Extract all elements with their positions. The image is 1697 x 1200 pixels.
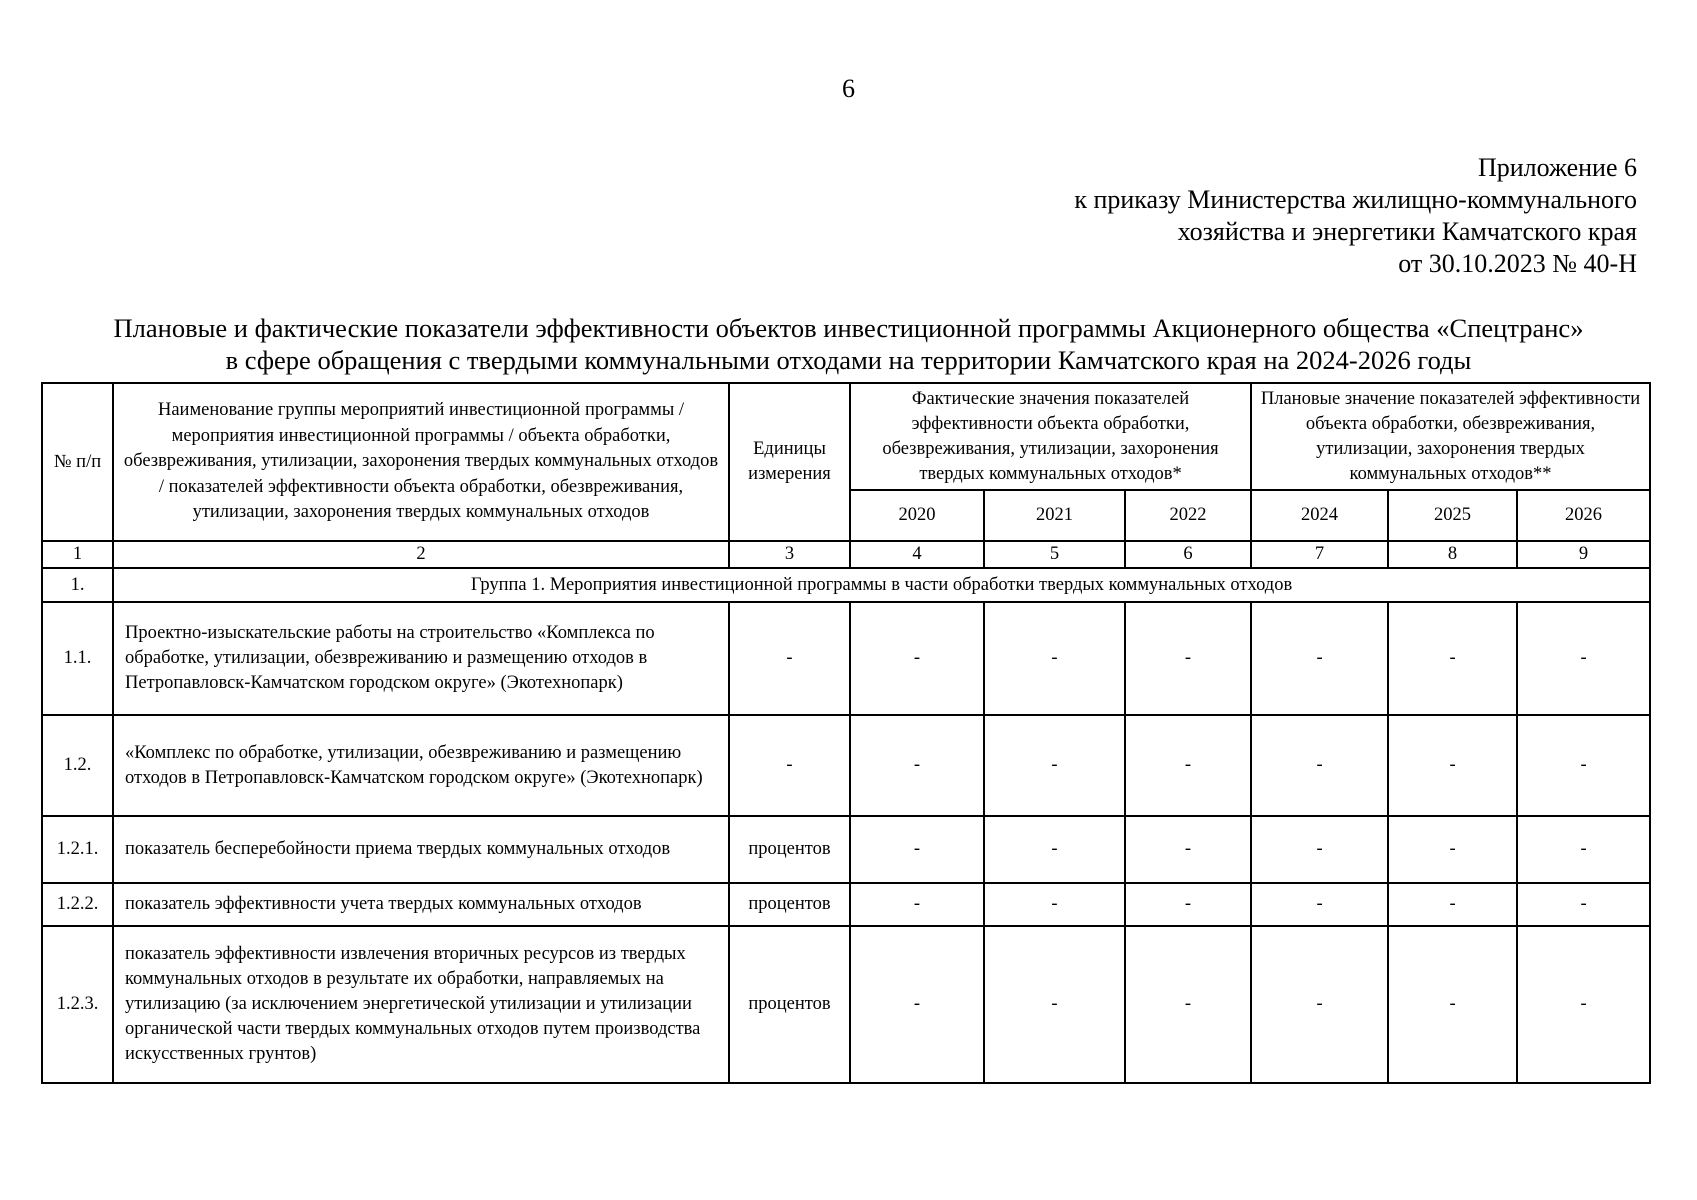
row-value: - bbox=[850, 816, 984, 883]
column-number: 1 bbox=[42, 541, 113, 568]
row-value: - bbox=[1517, 926, 1650, 1083]
group-num: 1. bbox=[42, 568, 113, 602]
row-value: - bbox=[1388, 602, 1517, 715]
row-value: - bbox=[850, 926, 984, 1083]
row-value: - bbox=[1388, 883, 1517, 926]
row-value: - bbox=[850, 602, 984, 715]
row-value: - bbox=[984, 926, 1125, 1083]
row-value: - bbox=[850, 715, 984, 816]
indicators-table bbox=[41, 382, 1651, 1084]
group-title: Группа 1. Мероприятия инвестиционной программы в части обработки твердых коммунальных отходов bbox=[113, 568, 1650, 602]
header-name: Наименование группы мероприятий инвестиционной программы / мероприятия инвестиционной программы / объекта обработки, обезвреживания, утилизации, захоронения твердых коммунальных отходов / показателей эффективности объекта обработки, обезвреживания, утилизации, захоронения твердых коммунальных отходов bbox=[113, 383, 729, 541]
column-number: 5 bbox=[984, 541, 1125, 568]
row-name: «Комплекс по обработке, утилизации, обезвреживанию и размещению отходов в Петропавловск-Камчатском городском округе» (Экотехнопарк) bbox=[113, 715, 729, 816]
row-unit: процентов bbox=[729, 816, 850, 883]
header-year: 2026 bbox=[1517, 490, 1650, 541]
column-number: 8 bbox=[1388, 541, 1517, 568]
column-number: 4 bbox=[850, 541, 984, 568]
group-row bbox=[42, 568, 1650, 602]
table-row bbox=[42, 883, 1650, 926]
row-value: - bbox=[1125, 715, 1251, 816]
row-value: - bbox=[1517, 883, 1650, 926]
row-num: 1.2. bbox=[42, 715, 113, 816]
document-title bbox=[20, 312, 1677, 376]
row-value: - bbox=[1125, 816, 1251, 883]
title-line: в сфере обращения с твердыми коммунальными отходами на территории Камчатского края на 2024-2026 годы bbox=[225, 345, 1472, 375]
column-number: 2 bbox=[113, 541, 729, 568]
appendix-line: от 30.10.2023 № 40-Н bbox=[1398, 249, 1637, 278]
table-row bbox=[42, 715, 1650, 816]
row-num: 1.1. bbox=[42, 602, 113, 715]
header-num: № п/п bbox=[42, 383, 113, 541]
row-value: - bbox=[984, 715, 1125, 816]
column-number: 7 bbox=[1251, 541, 1388, 568]
header-year: 2021 bbox=[984, 490, 1125, 541]
table-row bbox=[42, 926, 1650, 1083]
row-unit: - bbox=[729, 715, 850, 816]
row-value: - bbox=[1251, 926, 1388, 1083]
row-num: 1.2.2. bbox=[42, 883, 113, 926]
appendix-line: хозяйства и энергетики Камчатского края bbox=[1177, 217, 1637, 246]
row-value: - bbox=[984, 816, 1125, 883]
appendix-block bbox=[737, 152, 1637, 280]
header-year: 2022 bbox=[1125, 490, 1251, 541]
column-number: 3 bbox=[729, 541, 850, 568]
row-value: - bbox=[1251, 715, 1388, 816]
column-number: 6 bbox=[1125, 541, 1251, 568]
column-number: 9 bbox=[1517, 541, 1650, 568]
row-value: - bbox=[1388, 926, 1517, 1083]
appendix-line: к приказу Министерства жилищно-коммунального bbox=[1074, 185, 1637, 214]
table-row bbox=[42, 602, 1650, 715]
row-value: - bbox=[1517, 715, 1650, 816]
header-year: 2024 bbox=[1251, 490, 1388, 541]
row-name: Проектно-изыскательские работы на строительство «Комплекса по обработке, утилизации, обезвреживанию и размещению отходов в Петропавловск-Камчатском городском округе» (Экотехнопарк) bbox=[113, 602, 729, 715]
row-value: - bbox=[1251, 816, 1388, 883]
row-num: 1.2.1. bbox=[42, 816, 113, 883]
row-name: показатель бесперебойности приема твердых коммунальных отходов bbox=[113, 816, 729, 883]
row-name: показатель эффективности извлечения вторичных ресурсов из твердых коммунальных отходов в результате их обработки, направляемых на утилизацию (за исключением энергетической утилизации и утилизации органической части твердых коммунальных отходов путем производства искусственных грунтов) bbox=[113, 926, 729, 1083]
row-value: - bbox=[1251, 602, 1388, 715]
row-num: 1.2.3. bbox=[42, 926, 113, 1083]
row-value: - bbox=[1517, 816, 1650, 883]
header-unit: Единицы измерения bbox=[729, 383, 850, 541]
row-value: - bbox=[1125, 926, 1251, 1083]
table-row bbox=[42, 816, 1650, 883]
row-name: показатель эффективности учета твердых коммунальных отходов bbox=[113, 883, 729, 926]
title-line: Плановые и фактические показатели эффективности объектов инвестиционной программы Акционерного общества «Спецтранс» bbox=[113, 313, 1584, 343]
row-value: - bbox=[1388, 715, 1517, 816]
row-value: - bbox=[1125, 883, 1251, 926]
row-unit: процентов bbox=[729, 883, 850, 926]
row-value: - bbox=[1251, 883, 1388, 926]
header-actual-values: Фактические значения показателей эффективности объекта обработки, обезвреживания, утилизации, захоронения твердых коммунальных отходов* bbox=[850, 383, 1251, 490]
header-planned-values: Плановые значение показателей эффективности объекта обработки, обезвреживания, утилизации, захоронения твердых коммунальных отходов** bbox=[1251, 383, 1650, 490]
row-value: - bbox=[1517, 602, 1650, 715]
row-unit: процентов bbox=[729, 926, 850, 1083]
appendix-line: Приложение 6 bbox=[1477, 153, 1637, 182]
row-value: - bbox=[1125, 602, 1251, 715]
row-value: - bbox=[984, 883, 1125, 926]
row-value: - bbox=[1388, 816, 1517, 883]
header-year: 2020 bbox=[850, 490, 984, 541]
row-value: - bbox=[984, 602, 1125, 715]
row-value: - bbox=[850, 883, 984, 926]
header-year: 2025 bbox=[1388, 490, 1517, 541]
page-number: 6 bbox=[842, 74, 855, 103]
row-unit: - bbox=[729, 602, 850, 715]
